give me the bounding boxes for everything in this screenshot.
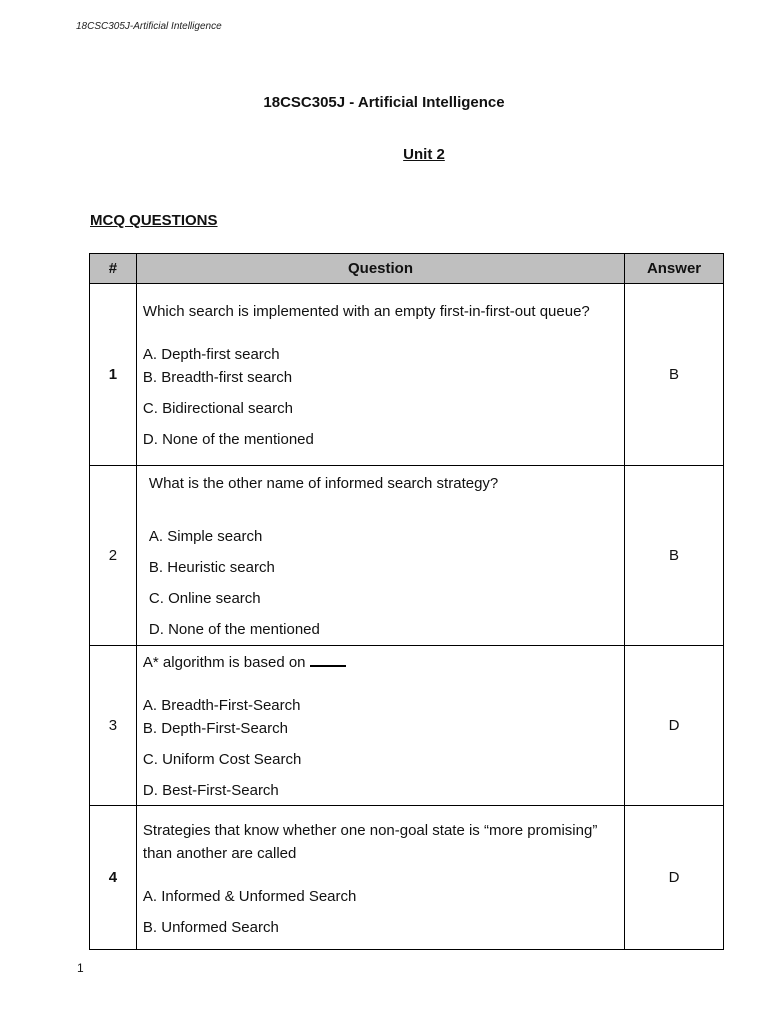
option-c: C. Uniform Cost Search xyxy=(142,751,302,768)
question-cell xyxy=(136,466,624,646)
option-a: A. Breadth-First-Search xyxy=(142,697,301,714)
unit-title-wrapper xyxy=(0,146,768,163)
question-cell xyxy=(136,806,624,950)
option-c: C. Bidirectional search xyxy=(142,400,293,417)
option-d: D. None of the mentioned xyxy=(142,431,314,448)
table-row xyxy=(90,284,724,466)
question-number: 4 xyxy=(108,869,118,886)
question-text: A* algorithm is based on xyxy=(142,654,306,671)
answer-cell: B xyxy=(625,284,724,466)
section-title: MCQ QUESTIONS xyxy=(90,212,218,229)
answer-cell: D xyxy=(625,646,724,806)
option-b: B. Breadth-first search xyxy=(142,369,293,386)
running-header: 18CSC305J-Artificial Intelligence xyxy=(76,21,222,32)
question-number-cell xyxy=(90,806,137,950)
question-number-cell xyxy=(90,284,137,466)
table-row xyxy=(90,806,724,950)
question-text: What is the other name of informed search strategy? xyxy=(148,475,499,492)
unit-title: Unit 2 xyxy=(403,146,445,163)
question-text: Strategies that know whether one non-goal state is “more promising” than another are called xyxy=(142,821,598,862)
option-b: B. Depth-First-Search xyxy=(142,720,288,737)
question-number: 1 xyxy=(108,366,118,383)
answer-blank-line xyxy=(310,665,346,667)
question-cell xyxy=(136,284,624,466)
option-a: A. Informed & Unformed Search xyxy=(142,887,357,905)
column-header-answer: Answer xyxy=(625,254,724,284)
column-header-question: Question xyxy=(136,254,624,284)
option-b: B. Unformed Search xyxy=(142,918,279,936)
option-a: A. Simple search xyxy=(148,528,263,545)
question-text-wrapper xyxy=(143,651,618,674)
answer-cell: D xyxy=(625,806,724,950)
question-cell xyxy=(136,646,624,806)
table-header-row xyxy=(90,254,724,284)
mcq-table xyxy=(89,253,724,950)
page-number: 1 xyxy=(77,961,84,975)
option-d: D. None of the mentioned xyxy=(148,621,320,638)
table-row xyxy=(90,646,724,806)
option-a: A. Depth-first search xyxy=(142,346,280,363)
table-row xyxy=(90,466,724,646)
answer-cell: B xyxy=(625,466,724,646)
column-header-number: # xyxy=(90,254,137,284)
question-number-cell: 2 xyxy=(90,466,137,646)
option-c: C. Online search xyxy=(148,590,261,607)
option-b: B. Heuristic search xyxy=(148,559,275,576)
option-d: D. Best-First-Search xyxy=(142,782,279,799)
question-number-cell: 3 xyxy=(90,646,137,806)
document-title: 18CSC305J - Artificial Intelligence xyxy=(263,94,505,111)
question-text: Which search is implemented with an empty first-in-first-out queue? xyxy=(142,303,590,320)
